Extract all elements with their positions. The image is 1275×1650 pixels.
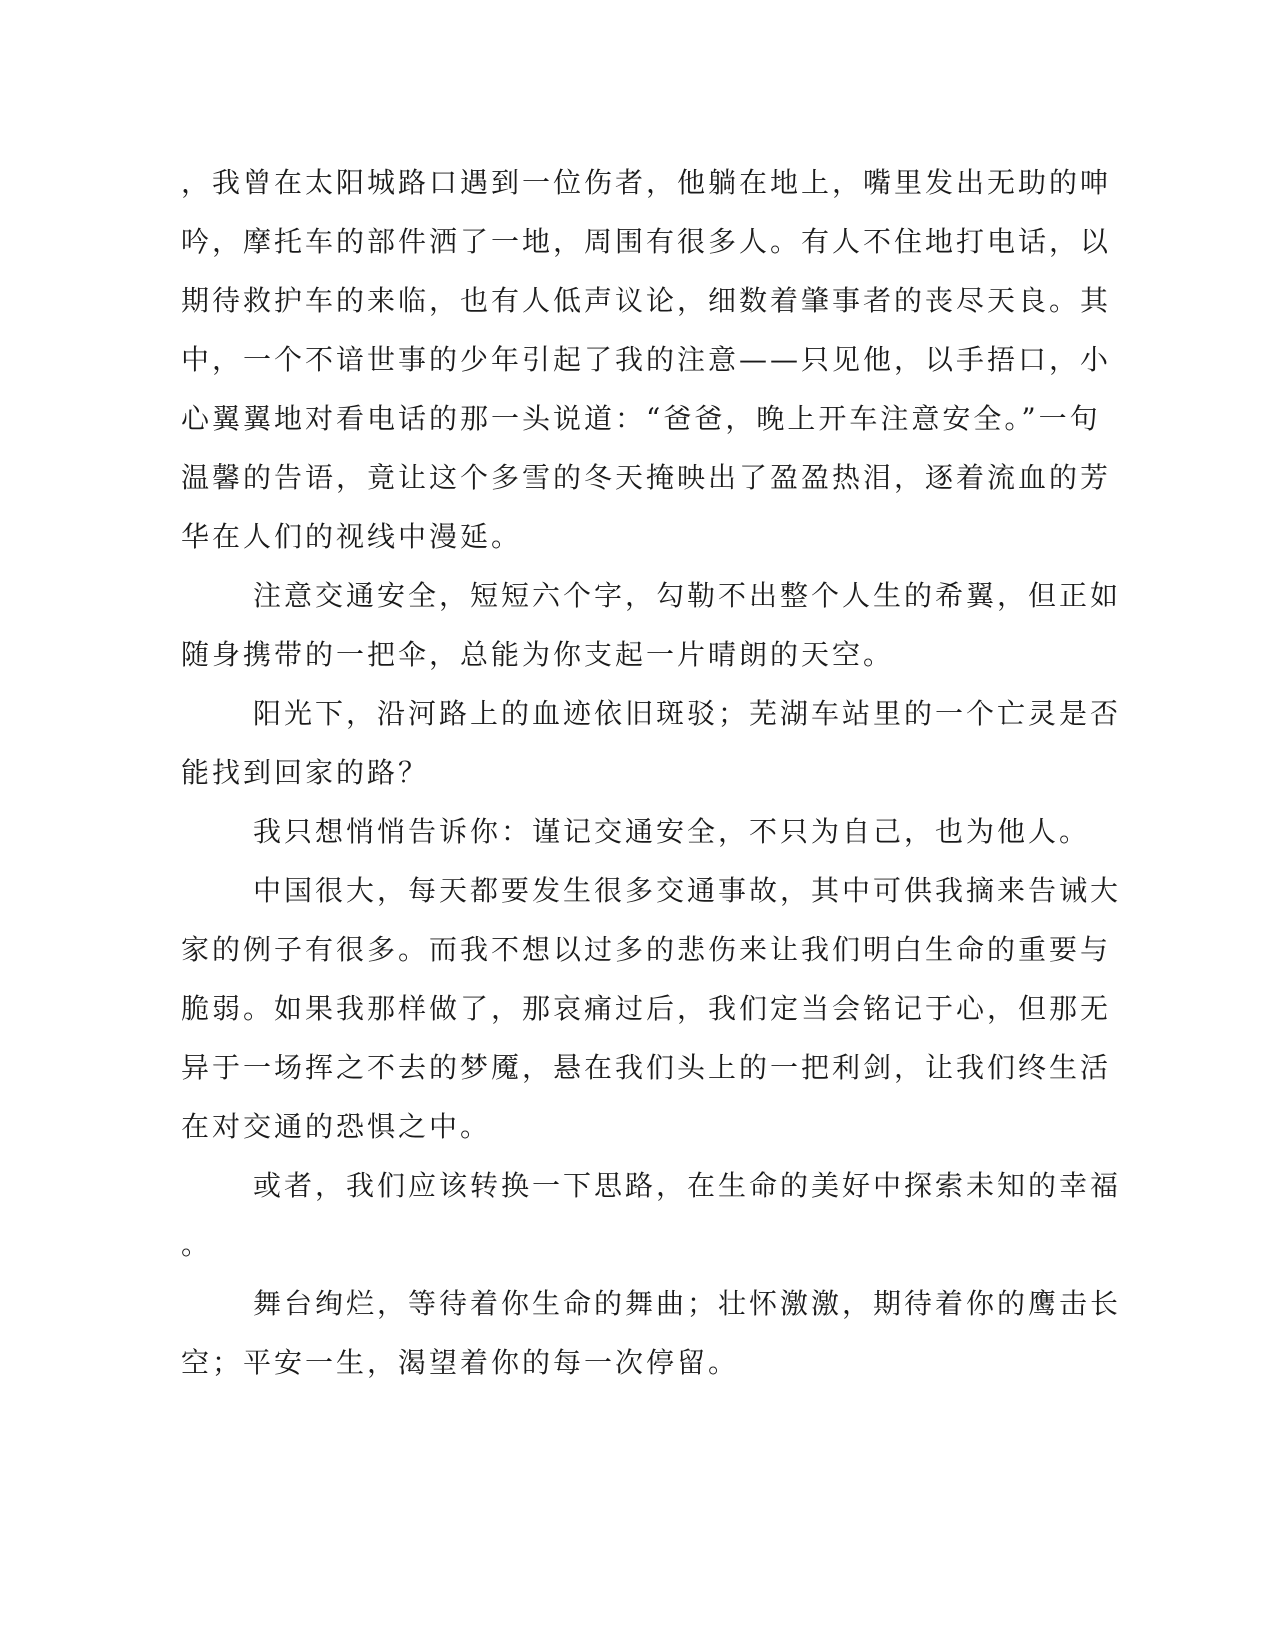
text-line: 在对交通的恐惧之中。	[181, 1110, 492, 1143]
text-line: 我只想悄悄告诉你：谨记交通安全，不只为自己，也为他人。	[253, 815, 1091, 848]
text-line: 注意交通安全，短短六个字，勾勒不出整个人生的希翼，但正如	[253, 579, 1122, 612]
text-line: 或者，我们应该转换一下思路，在生命的美好中探索未知的幸福	[253, 1169, 1122, 1202]
text-line: 吟，摩托车的部件洒了一地，周围有很多人。有人不住地打电话，以	[181, 225, 1112, 258]
text-line: 期待救护车的来临，也有人低声议论，细数着肇事者的丧尽天良。其	[181, 284, 1112, 317]
text-line: 随身携带的一把伞，总能为你支起一片晴朗的天空。	[181, 638, 895, 671]
text-line: 。	[181, 1228, 213, 1261]
text-line: 能找到回家的路？	[181, 756, 430, 789]
text-line: 阳光下，沿河路上的血迹依旧斑驳；芜湖车站里的一个亡灵是否	[253, 697, 1122, 730]
text-line: 中国很大，每天都要发生很多交通事故，其中可供我摘来告诫大	[253, 874, 1122, 907]
text-line: 异于一场挥之不去的梦魇，悬在我们头上的一把利剑，让我们终生活	[181, 1051, 1112, 1084]
text-line: ，我曾在太阳城路口遇到一位伤者，他躺在地上，嘴里发出无助的呻	[181, 166, 1112, 199]
text-line: 华在人们的视线中漫延。	[181, 520, 523, 553]
text-line: 温馨的告语，竟让这个多雪的冬天掩映出了盈盈热泪，逐着流血的芳	[181, 461, 1112, 494]
text-line: 脆弱。如果我那样做了，那哀痛过后，我们定当会铭记于心，但那无	[181, 992, 1112, 1025]
text-line: 心翼翼地对看电话的那一头说道：“爸爸，晚上开车注意安全。”一句	[181, 402, 1101, 435]
text-line: 舞台绚烂，等待着你生命的舞曲；壮怀激激，期待着你的鹰击长	[253, 1287, 1122, 1320]
text-line: 中，一个不谙世事的少年引起了我的注意——只见他，以手捂口，小	[181, 343, 1112, 376]
text-line: 家的例子有很多。而我不想以过多的悲伤来让我们明白生命的重要与	[181, 933, 1112, 966]
document-body	[181, 162, 1122, 1401]
text-line: 空；平安一生，渴望着你的每一次停留。	[181, 1346, 740, 1379]
